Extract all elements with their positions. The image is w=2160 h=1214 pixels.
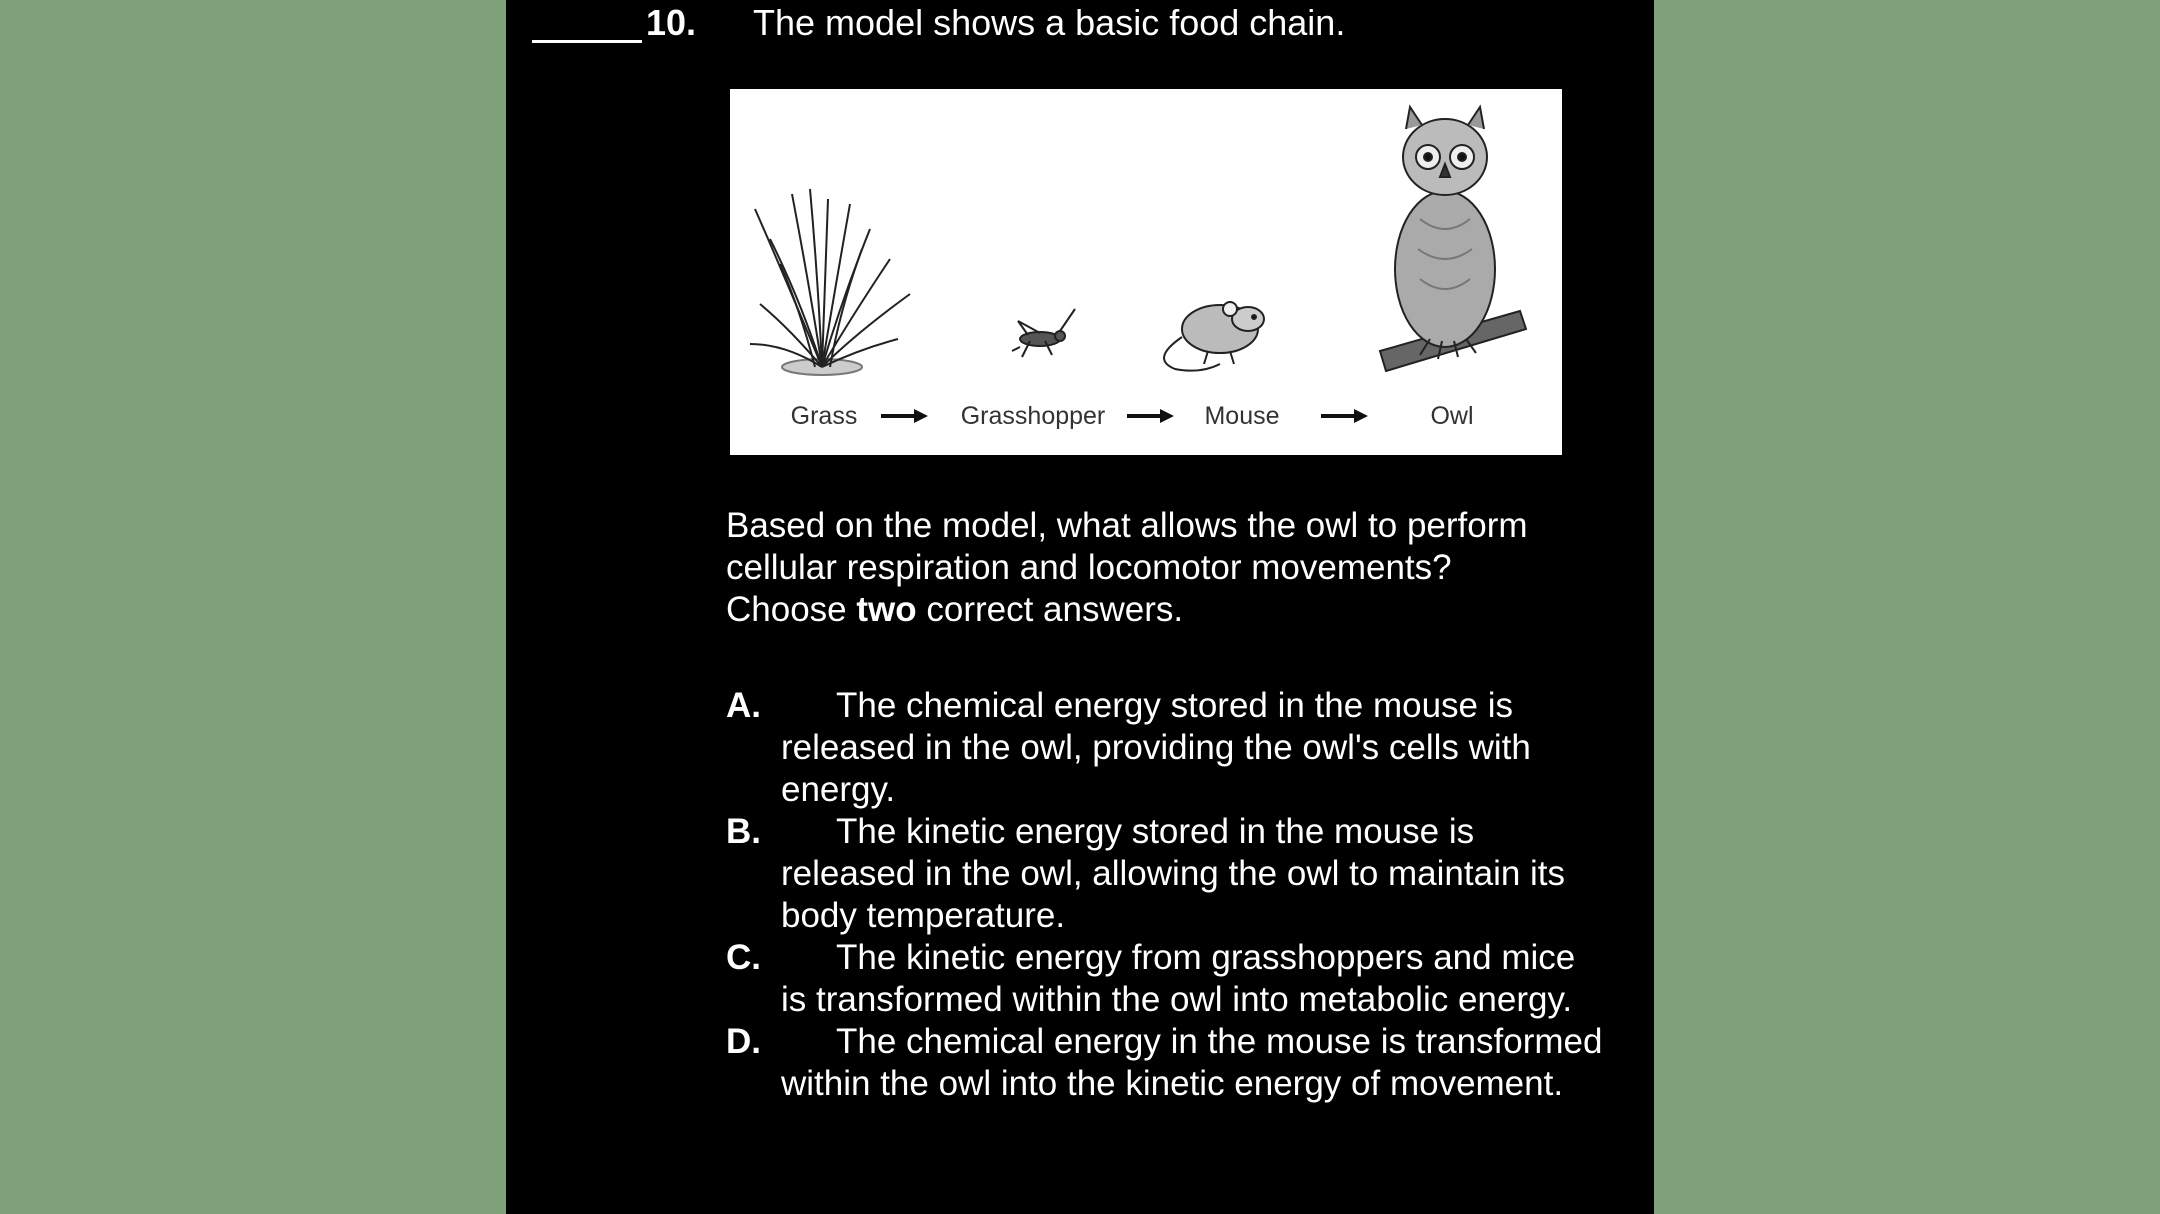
grasshopper-illustration — [1012, 309, 1075, 357]
option-text: The chemical energy in the mouse is transformed within the owl into the kinetic energy of movement. — [781, 1022, 1603, 1103]
owl-illustration — [1380, 107, 1526, 371]
option-letter: D. — [726, 1022, 761, 1061]
option-letter: B. — [726, 812, 761, 851]
option-letter: C. — [726, 938, 761, 977]
option-d[interactable] — [726, 1021, 1606, 1105]
option-text: The chemical energy stored in the mouse is released in the owl, providing the owl's cells with energy. — [781, 686, 1531, 809]
label-grasshopper: Grasshopper — [960, 402, 1106, 430]
worksheet-page — [506, 0, 1654, 1214]
grass-illustration — [750, 189, 910, 375]
arrow-1 — [881, 409, 928, 423]
question-title: The model shows a basic food chain. — [753, 2, 1346, 43]
option-c[interactable] — [726, 937, 1606, 1021]
label-mouse: Mouse — [1204, 402, 1280, 430]
question-number: 10. — [646, 2, 697, 43]
option-text: The kinetic energy from grasshoppers and mice is transformed within the owl into metabolic energy. — [781, 938, 1576, 1019]
food-chain-diagram — [730, 89, 1562, 455]
prompt-text: Based on the model, what allows the owl to perform cellular respiration and locomotor movements? Choose — [726, 506, 1528, 629]
option-text: The kinetic energy stored in the mouse is released in the owl, allowing the owl to maintain its body temperature. — [781, 812, 1566, 935]
option-letter: A. — [726, 686, 761, 725]
arrow-3 — [1321, 409, 1368, 423]
prompt-text-end: correct answers. — [916, 590, 1184, 629]
answer-blank[interactable] — [532, 40, 642, 43]
option-a[interactable] — [726, 685, 1606, 811]
label-owl: Owl — [1430, 402, 1474, 430]
option-b[interactable] — [726, 811, 1606, 937]
answer-options — [726, 685, 1606, 1105]
prompt-emphasis: two — [856, 590, 917, 629]
food-chain-figure — [730, 89, 1562, 455]
arrow-2 — [1127, 409, 1174, 423]
label-grass: Grass — [790, 402, 858, 430]
mouse-illustration — [1164, 302, 1264, 371]
question-prompt — [726, 505, 1566, 631]
